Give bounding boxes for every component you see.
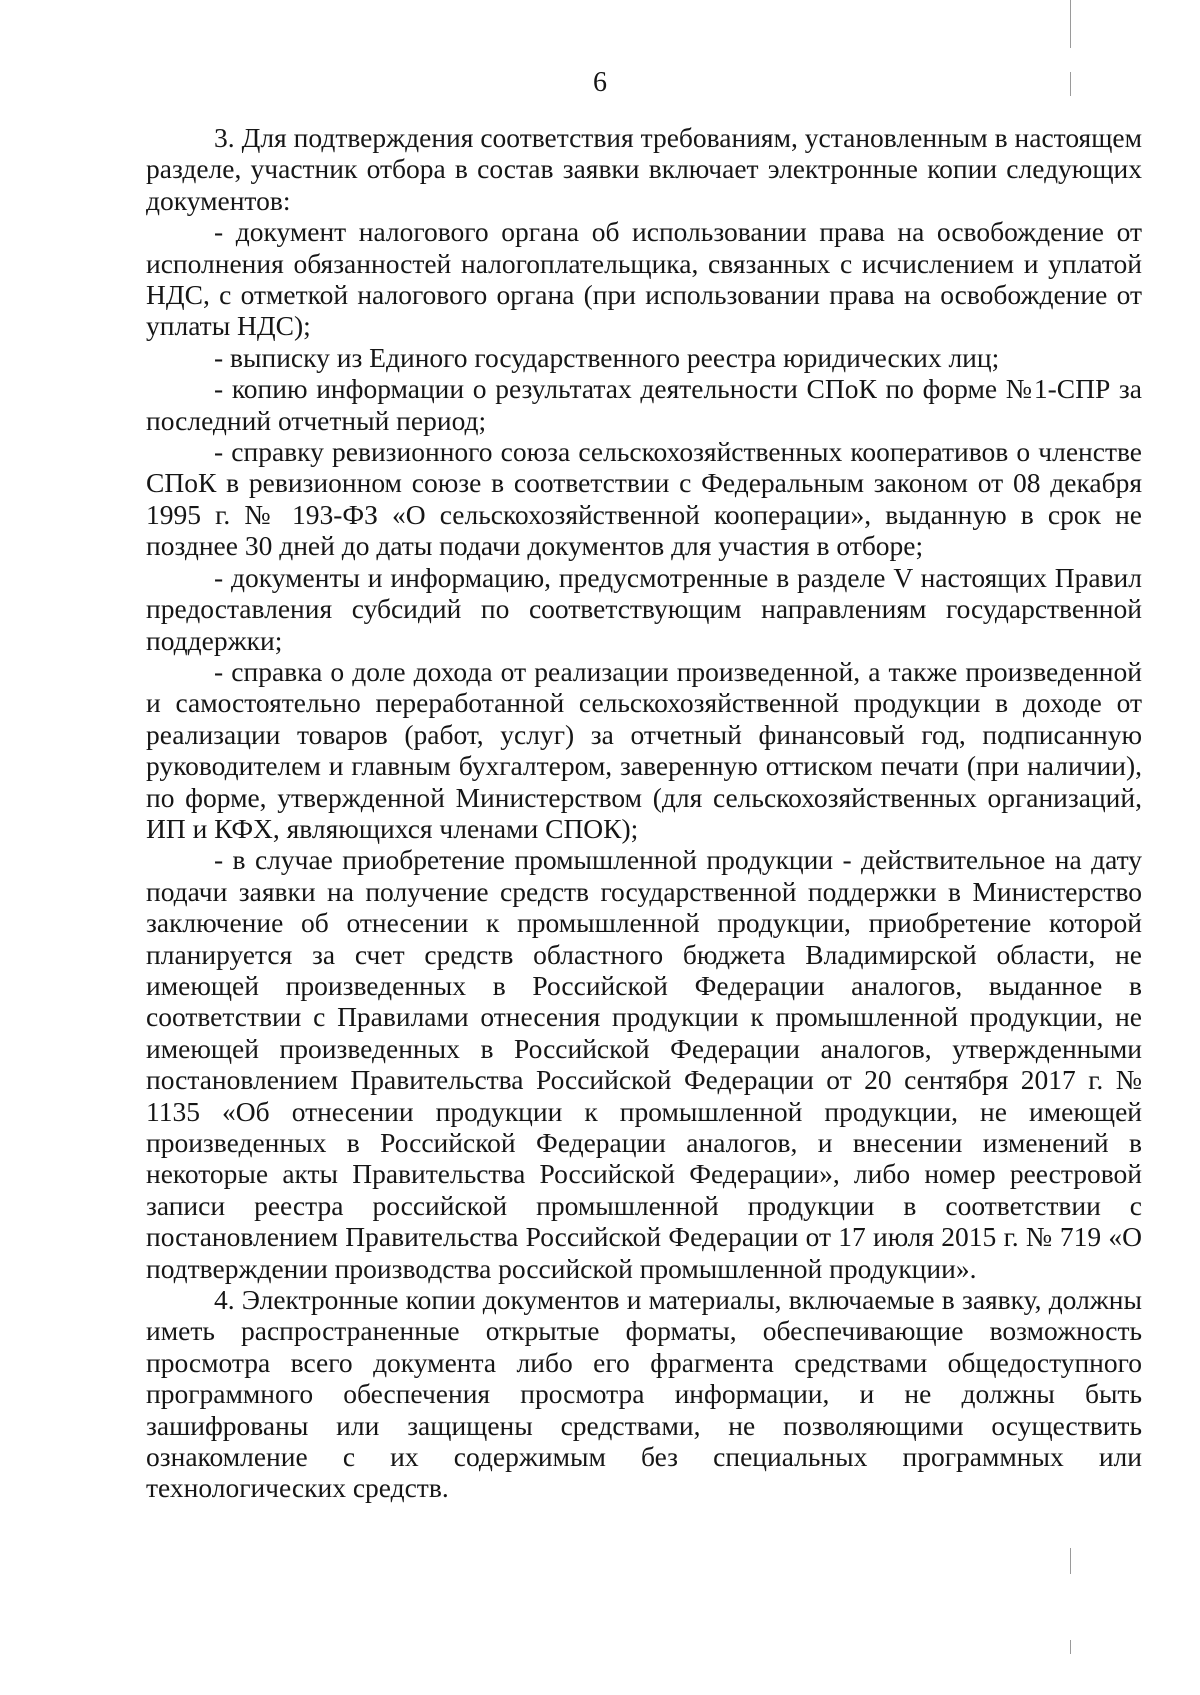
list-item-audit-union-certificate: - справку ревизионного союза сельскохозяйственных кооперативов о членстве СПоК в ревизионном союзе в соответствии с Федеральным законом от 08 декабря 1995 г. № 193-ФЗ «О сельскохозяйственной кооперации», выданную в срок не позднее 30 дней до даты подачи документов для участия в отборе; — [146, 436, 1142, 562]
scan-artifact-line — [1070, 72, 1071, 96]
list-item-tax-document: - документ налогового органа об использовании права на освобождение от исполнения обязанностей налогоплательщика, связанных с исчислением и уплатой НДС, с отметкой налогового органа (при использовании права на освобождение от уплаты НДС); — [146, 216, 1142, 342]
list-item-spok-report: - копию информации о результатах деятельности СПоК по форме №1-СПР за последний отчетный период; — [146, 373, 1142, 436]
page-number: 6 — [593, 67, 607, 98]
paragraph-3-intro: 3. Для подтверждения соответствия требованиям, установленным в настоящем разделе, участник отбора в состав заявки включает электронные копии следующих документов: — [146, 122, 1142, 216]
scan-artifact-line — [1070, 0, 1071, 48]
document-body — [146, 122, 1142, 1504]
paragraph-4-file-formats: 4. Электронные копии документов и материалы, включаемые в заявку, должны иметь распространенные открытые форматы, обеспечивающие возможность просмотра всего документа либо его фрагмента средствами общедоступного программного обеспечения просмотра информации, и не должны быть зашифрованы или защищены средствами, не позволяющими осуществить ознакомление с их содержимым без специальных программных или технологических средств. — [146, 1284, 1142, 1504]
scan-artifact-line — [1070, 1548, 1071, 1574]
list-item-industrial-product-conclusion: - в случае приобретение промышленной продукции - действительное на дату подачи заявки на получение средств государственной поддержки в Министерство заключение об отнесении к промышленной продукции, приобретение которой планируется за счет средств областного бюджета Владимирской области, не имеющей произведенных в Российской Федерации аналогов, выданное в соответствии с Правилами отнесения продукции к промышленной продукции, не имеющей произведенных в Российской Федерации аналогов, утвержденными постановлением Правительства Российской Федерации от 20 сентября 2017 г. № 1135 «Об отнесении продукции к промышленной продукции, не имеющей произведенных в Российской Федерации аналогов, и внесении изменений в некоторые акты Правительства Российской Федерации», либо номер реестровой записи реестра российской промышленной продукции в соответствии с постановлением Правительства Российской Федерации от 17 июля 2015 г. № 719 «О подтверждении производства российской промышленной продукции». — [146, 844, 1142, 1284]
list-item-income-share-certificate: - справка о доле дохода от реализации произведенной, а также произведенной и самостоятельно переработанной сельскохозяйственной продукции в доходе от реализации товаров (работ, услуг) за отчетный финансовый год, подписанную руководителем и главным бухгалтером, заверенную оттиском печати (при наличии), по форме, утвержденной Министерством (для сельскохозяйственных организаций, ИП и КФХ, являющихся членами СПОК); — [146, 655, 1142, 844]
list-item-egrul-extract: - выписку из Единого государственного реестра юридических лиц; — [214, 341, 1000, 373]
list-item-section-v-documents: - документы и информацию, предусмотренные в разделе V настоящих Правил предоставления субсидий по соответствующим направлениям государственной поддержки; — [146, 561, 1142, 656]
scan-artifact-line — [1070, 1640, 1071, 1654]
